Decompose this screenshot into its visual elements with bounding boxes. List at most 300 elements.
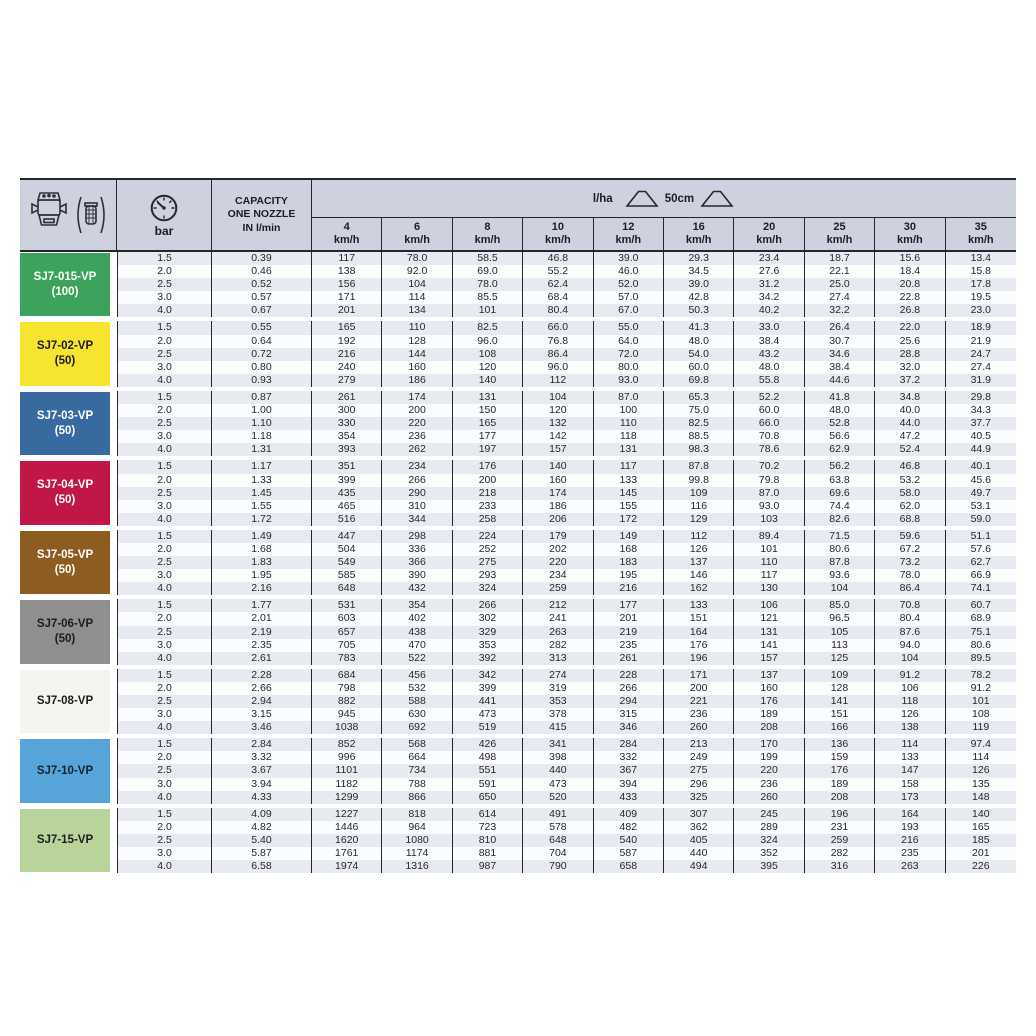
rate-cell: 438 <box>382 626 452 639</box>
rate-cell: 531 <box>312 599 382 612</box>
nozzle-name: SJ7-15-VP <box>36 834 94 847</box>
rate-cell: 128 <box>805 682 875 695</box>
capacity-cell: 1.49 <box>212 530 312 543</box>
nozzle-name: SJ7-04-VP <box>36 479 94 492</box>
rate-cell: 177 <box>453 430 523 443</box>
bar-cell: 4.0 <box>117 582 212 595</box>
nozzle-name: SJ7-06-VP <box>36 618 94 631</box>
nozzle-size: (100) <box>51 285 79 298</box>
rate-cell: 189 <box>734 708 804 721</box>
rate-cell: 110 <box>734 556 804 569</box>
table-header <box>20 178 1016 252</box>
rate-cell: 398 <box>523 751 593 764</box>
rate-cell: 790 <box>523 860 593 873</box>
rate-cell: 236 <box>382 430 452 443</box>
speed-value: 12 <box>622 221 635 233</box>
capacity-cell: 0.72 <box>212 348 312 361</box>
rate-cell: 74.1 <box>946 582 1016 595</box>
speed-value: 4 <box>343 221 350 233</box>
rate-cell: 174 <box>523 487 593 500</box>
rate-cell: 49.7 <box>946 487 1016 500</box>
rate-cell: 29.3 <box>664 252 734 265</box>
rate-cell: 69.0 <box>453 265 523 278</box>
rate-cell: 75.0 <box>664 404 734 417</box>
rate-cell: 47.2 <box>875 430 945 443</box>
rate-cell: 532 <box>382 682 452 695</box>
nozzle-group <box>20 252 1016 317</box>
rate-cell: 66.9 <box>946 569 1016 582</box>
rate-cell: 174 <box>382 391 452 404</box>
rate-cell: 89.5 <box>946 652 1016 665</box>
bar-cell: 2.0 <box>117 474 212 487</box>
rate-cell: 117 <box>594 460 664 473</box>
rate-cell: 964 <box>382 821 452 834</box>
rate-cell: 1227 <box>312 808 382 821</box>
rate-cell: 183 <box>594 556 664 569</box>
rate-cell: 22.1 <box>805 265 875 278</box>
rate-cell: 112 <box>664 530 734 543</box>
speed-value: 6 <box>414 221 421 233</box>
rate-cell: 91.2 <box>946 682 1016 695</box>
rate-cell: 56.2 <box>805 460 875 473</box>
bar-cell: 2.5 <box>117 626 212 639</box>
capacity-cell: 0.87 <box>212 391 312 404</box>
rate-cell: 228 <box>594 669 664 682</box>
rate-cell: 470 <box>382 639 452 652</box>
rate-cell: 113 <box>805 639 875 652</box>
rate-cell: 1761 <box>312 847 382 860</box>
rate-cell: 172 <box>594 513 664 526</box>
speed-unit: km/h <box>615 234 642 246</box>
capacity-cell: 4.82 <box>212 821 312 834</box>
rate-cell: 13.4 <box>946 252 1016 265</box>
rate-cell: 104 <box>523 391 593 404</box>
rate-cell: 324 <box>734 834 804 847</box>
bar-cell: 3.0 <box>117 639 212 652</box>
rate-cell: 346 <box>594 721 664 734</box>
rate-cell: 80.0 <box>594 361 664 374</box>
rate-cell: 664 <box>382 751 452 764</box>
rate-cell: 945 <box>312 708 382 721</box>
nozzle-label <box>20 461 110 524</box>
rate-cell: 52.2 <box>734 391 804 404</box>
rate-cell: 465 <box>312 500 382 513</box>
rate-cell: 27.4 <box>805 291 875 304</box>
rate-cell: 105 <box>805 626 875 639</box>
rate-cell: 136 <box>805 738 875 751</box>
rate-cell: 378 <box>523 708 593 721</box>
bar-cell: 4.0 <box>117 374 212 387</box>
rate-cell: 195 <box>594 569 664 582</box>
rate-cell: 394 <box>594 778 664 791</box>
rate-cell: 202 <box>523 543 593 556</box>
rate-cell: 78.0 <box>453 278 523 291</box>
rate-cell: 330 <box>312 417 382 430</box>
rate-cell: 176 <box>664 639 734 652</box>
rate-cell: 114 <box>875 738 945 751</box>
rate-cell: 117 <box>734 569 804 582</box>
rate-cell: 15.6 <box>875 252 945 265</box>
rate-cell: 97.4 <box>946 738 1016 751</box>
speed-unit: km/h <box>756 234 782 246</box>
rate-cell: 121 <box>734 612 804 625</box>
bar-cell: 4.0 <box>117 721 212 734</box>
bar-cell: 1.5 <box>117 321 212 334</box>
capacity-cell: 2.66 <box>212 682 312 695</box>
rate-cell: 101 <box>734 543 804 556</box>
rate-cell: 71.5 <box>805 530 875 543</box>
bar-cell: 3.0 <box>117 361 212 374</box>
rate-cell: 440 <box>523 764 593 777</box>
rate-cell: 520 <box>523 791 593 804</box>
rate-cell: 164 <box>664 626 734 639</box>
rate-cell: 59.0 <box>946 513 1016 526</box>
bar-cell: 2.0 <box>117 682 212 695</box>
rate-cell: 34.2 <box>734 291 804 304</box>
rate-cell: 46.8 <box>523 252 593 265</box>
rate-cell: 55.2 <box>523 265 593 278</box>
rate-cell: 236 <box>664 708 734 721</box>
rate-cell: 332 <box>594 751 664 764</box>
rate-cell: 168 <box>594 543 664 556</box>
rate-cell: 15.8 <box>946 265 1016 278</box>
rate-cell: 1316 <box>382 860 452 873</box>
rate-cell: 798 <box>312 682 382 695</box>
speed-header-cell <box>312 218 382 250</box>
rate-cell: 473 <box>453 708 523 721</box>
rate-cell: 87.8 <box>805 556 875 569</box>
rate-cell: 119 <box>946 721 1016 734</box>
rate-cell: 206 <box>523 513 593 526</box>
rate-cell: 157 <box>734 652 804 665</box>
rate-cell: 37.7 <box>946 417 1016 430</box>
rate-cell: 138 <box>312 265 382 278</box>
rate-cell: 58.5 <box>453 252 523 265</box>
rate-cell: 27.6 <box>734 265 804 278</box>
rate-cell: 390 <box>382 569 452 582</box>
nozzle-label <box>20 322 110 385</box>
rate-cell: 275 <box>453 556 523 569</box>
capacity-cell: 1.68 <box>212 543 312 556</box>
nozzle-rate-table <box>20 178 1016 873</box>
capacity-cell: 1.18 <box>212 430 312 443</box>
speed-value: 20 <box>762 221 776 233</box>
rate-cell: 783 <box>312 652 382 665</box>
bar-cell: 3.0 <box>117 778 212 791</box>
rate-cell: 64.0 <box>594 335 664 348</box>
rate-cell: 157 <box>523 443 593 456</box>
rate-cell: 18.9 <box>946 321 1016 334</box>
rate-cell: 441 <box>453 695 523 708</box>
rate-cell: 132 <box>523 417 593 430</box>
rate-cell: 69.6 <box>805 487 875 500</box>
nozzle-name: SJ7-015-VP <box>33 270 97 283</box>
rate-cell: 59.6 <box>875 530 945 543</box>
capacity-cell: 1.00 <box>212 404 312 417</box>
capacity-cell: 2.16 <box>212 582 312 595</box>
rate-cell: 658 <box>594 860 664 873</box>
rate-cell: 66.0 <box>523 321 593 334</box>
table-body <box>20 252 1016 873</box>
bar-cell: 1.5 <box>117 252 212 265</box>
rate-cell: 1182 <box>312 778 382 791</box>
nozzle-header-cell <box>20 180 117 250</box>
rate-cell: 58.0 <box>875 487 945 500</box>
rate-cell: 147 <box>875 764 945 777</box>
rate-cell: 60.0 <box>734 404 804 417</box>
nozzle-size: (50) <box>54 424 76 437</box>
rate-cell: 220 <box>523 556 593 569</box>
rate-cell: 33.0 <box>734 321 804 334</box>
bar-cell: 4.0 <box>117 652 212 665</box>
rate-cell: 160 <box>382 361 452 374</box>
rate-cell: 482 <box>594 821 664 834</box>
capacity-cell: 4.33 <box>212 791 312 804</box>
rate-cell: 41.8 <box>805 391 875 404</box>
rate-cell: 31.2 <box>734 278 804 291</box>
rate-cell: 151 <box>805 708 875 721</box>
speed-unit: km/h <box>333 234 360 246</box>
rate-cell: 260 <box>664 721 734 734</box>
rate-cell: 54.0 <box>664 348 734 361</box>
rate-cell: 353 <box>453 639 523 652</box>
rate-cell: 296 <box>664 778 734 791</box>
speed-header-cell <box>875 218 945 250</box>
strainer-icon <box>73 193 109 237</box>
capacity-cell: 1.33 <box>212 474 312 487</box>
bar-cell: 3.0 <box>117 708 212 721</box>
capacity-cell: 0.67 <box>212 304 312 317</box>
bar-cell: 3.0 <box>117 291 212 304</box>
rate-cell: 60.7 <box>946 599 1016 612</box>
rate-cell: 233 <box>453 500 523 513</box>
nozzle-group <box>20 669 1016 734</box>
rate-cell: 88.5 <box>664 430 734 443</box>
nozzle-group <box>20 599 1016 664</box>
rate-cell: 319 <box>523 682 593 695</box>
bar-cell: 3.0 <box>117 500 212 513</box>
rate-cell: 104 <box>805 582 875 595</box>
rate-cell: 200 <box>382 404 452 417</box>
rate-cell: 141 <box>805 695 875 708</box>
rate-cell: 259 <box>805 834 875 847</box>
rate-cell: 104 <box>382 278 452 291</box>
rate-cell: 603 <box>312 612 382 625</box>
rate-cell: 65.3 <box>664 391 734 404</box>
rate-cell: 262 <box>382 443 452 456</box>
rate-cell: 22.0 <box>875 321 945 334</box>
rate-cell: 78.0 <box>875 569 945 582</box>
rate-cell: 549 <box>312 556 382 569</box>
rate-cell: 216 <box>312 348 382 361</box>
rate-cell: 234 <box>382 460 452 473</box>
nozzle-spacing-label: 50cm <box>664 192 695 205</box>
rate-cell: 43.2 <box>734 348 804 361</box>
rate-cell: 261 <box>594 652 664 665</box>
rate-cell: 114 <box>946 751 1016 764</box>
rate-cell: 456 <box>382 669 452 682</box>
rate-cell: 108 <box>453 348 523 361</box>
rate-cell: 224 <box>453 530 523 543</box>
capacity-cell: 0.52 <box>212 278 312 291</box>
rate-cell: 551 <box>453 764 523 777</box>
capacity-cell: 6.58 <box>212 860 312 873</box>
rate-cell: 145 <box>594 487 664 500</box>
rate-cell: 86.4 <box>523 348 593 361</box>
rate-cell: 1974 <box>312 860 382 873</box>
rate-cell: 46.8 <box>875 460 945 473</box>
capacity-cell: 0.80 <box>212 361 312 374</box>
rate-cell: 170 <box>734 738 804 751</box>
rate-cell: 218 <box>453 487 523 500</box>
capacity-cell: 3.94 <box>212 778 312 791</box>
speed-unit: km/h <box>685 234 712 246</box>
rate-cell: 196 <box>805 808 875 821</box>
rate-cell: 34.5 <box>664 265 734 278</box>
rate-cell: 302 <box>453 612 523 625</box>
rate-cell: 226 <box>946 860 1016 873</box>
rate-cell: 266 <box>382 474 452 487</box>
nozzle-group <box>20 391 1016 456</box>
rate-cell: 57.6 <box>946 543 1016 556</box>
rate-cell: 192 <box>312 335 382 348</box>
rate-cell: 159 <box>805 751 875 764</box>
capacity-cell: 2.28 <box>212 669 312 682</box>
rate-cell: 96.5 <box>805 612 875 625</box>
speed-header-cell <box>734 218 804 250</box>
rate-cell: 882 <box>312 695 382 708</box>
pressure-gauge-icon <box>149 193 179 223</box>
nozzle-name: SJ7-05-VP <box>36 548 94 561</box>
speed-value: 16 <box>692 221 705 233</box>
rate-cell: 133 <box>664 599 734 612</box>
rate-cell: 435 <box>312 487 382 500</box>
rate-cell: 588 <box>382 695 452 708</box>
rate-cell: 189 <box>805 778 875 791</box>
rate-cell: 432 <box>382 582 452 595</box>
rate-cell: 110 <box>594 417 664 430</box>
rate-cell: 307 <box>664 808 734 821</box>
rate-cell: 810 <box>453 834 523 847</box>
rate-cell: 263 <box>523 626 593 639</box>
rate-cell: 1299 <box>312 791 382 804</box>
rate-cell: 336 <box>382 543 452 556</box>
rate-cell: 179 <box>523 530 593 543</box>
capacity-cell: 2.19 <box>212 626 312 639</box>
rate-cell: 34.8 <box>875 391 945 404</box>
rate-cell: 193 <box>875 821 945 834</box>
rate-cell: 23.0 <box>946 304 1016 317</box>
rate-cell: 70.8 <box>875 599 945 612</box>
rate-cell: 44.6 <box>805 374 875 387</box>
rate-cell: 723 <box>453 821 523 834</box>
rate-cell: 96.0 <box>523 361 593 374</box>
rate-cell: 316 <box>805 860 875 873</box>
rate-cell: 22.8 <box>875 291 945 304</box>
rate-cell: 329 <box>453 626 523 639</box>
rate-cell: 25.0 <box>805 278 875 291</box>
rate-cell: 704 <box>523 847 593 860</box>
rate-cell: 108 <box>946 708 1016 721</box>
rate-cell: 591 <box>453 778 523 791</box>
bar-cell: 4.0 <box>117 513 212 526</box>
rate-cell: 231 <box>805 821 875 834</box>
rate-cell: 68.4 <box>523 291 593 304</box>
rate-cell: 120 <box>523 404 593 417</box>
capacity-cell: 0.39 <box>212 252 312 265</box>
rate-cell: 393 <box>312 443 382 456</box>
rate-cell: 324 <box>453 582 523 595</box>
bar-cell: 1.5 <box>117 599 212 612</box>
rate-cell: 51.1 <box>946 530 1016 543</box>
rate-cell: 1174 <box>382 847 452 860</box>
rate-cell: 176 <box>453 460 523 473</box>
speed-header-cell <box>453 218 523 250</box>
rate-cell: 93.6 <box>805 569 875 582</box>
rate-cell: 106 <box>875 682 945 695</box>
bar-cell: 3.0 <box>117 430 212 443</box>
rate-cell: 28.8 <box>875 348 945 361</box>
rate-cell: 46.0 <box>594 265 664 278</box>
rate-cell: 70.2 <box>734 460 804 473</box>
rate-cell: 734 <box>382 764 452 777</box>
speed-header-cell <box>664 218 734 250</box>
rate-cell: 156 <box>312 278 382 291</box>
nozzle-label <box>20 253 110 316</box>
speed-value: 35 <box>974 221 987 233</box>
rate-cell: 259 <box>523 582 593 595</box>
rate-cell: 99.8 <box>664 474 734 487</box>
bar-cell: 2.0 <box>117 335 212 348</box>
rate-cell: 130 <box>734 582 804 595</box>
rate-cell: 80.6 <box>805 543 875 556</box>
capacity-cell: 3.46 <box>212 721 312 734</box>
nozzle-size: (50) <box>54 355 76 368</box>
rate-legend <box>312 180 1016 218</box>
rate-cell: 354 <box>382 599 452 612</box>
rate-cell: 212 <box>523 599 593 612</box>
bar-cell: 1.5 <box>117 391 212 404</box>
rate-cell: 433 <box>594 791 664 804</box>
nozzle-group <box>20 321 1016 386</box>
rate-cell: 344 <box>382 513 452 526</box>
bar-cell: 2.0 <box>117 821 212 834</box>
bar-cell: 1.5 <box>117 530 212 543</box>
rate-cell: 996 <box>312 751 382 764</box>
rate-cell: 367 <box>594 764 664 777</box>
rate-cell: 684 <box>312 669 382 682</box>
rate-cell: 48.0 <box>734 361 804 374</box>
rate-cell: 325 <box>664 791 734 804</box>
rate-cell: 69.8 <box>664 374 734 387</box>
rate-cell: 133 <box>875 751 945 764</box>
rate-cell: 26.8 <box>875 304 945 317</box>
nozzle-name: SJ7-03-VP <box>36 409 94 422</box>
rate-cell: 82.6 <box>805 513 875 526</box>
capacity-cell: 1.55 <box>212 500 312 513</box>
rate-cell: 235 <box>594 639 664 652</box>
nozzle-name: SJ7-08-VP <box>36 695 94 708</box>
rate-cell: 140 <box>946 808 1016 821</box>
rate-cell: 494 <box>664 860 734 873</box>
rate-cell: 186 <box>523 500 593 513</box>
rate-cell: 300 <box>312 404 382 417</box>
speed-header-cell <box>523 218 593 250</box>
nozzle-size: (50) <box>54 494 76 507</box>
rate-cell: 166 <box>805 721 875 734</box>
bar-cell: 2.5 <box>117 556 212 569</box>
rate-cell: 29.8 <box>946 391 1016 404</box>
